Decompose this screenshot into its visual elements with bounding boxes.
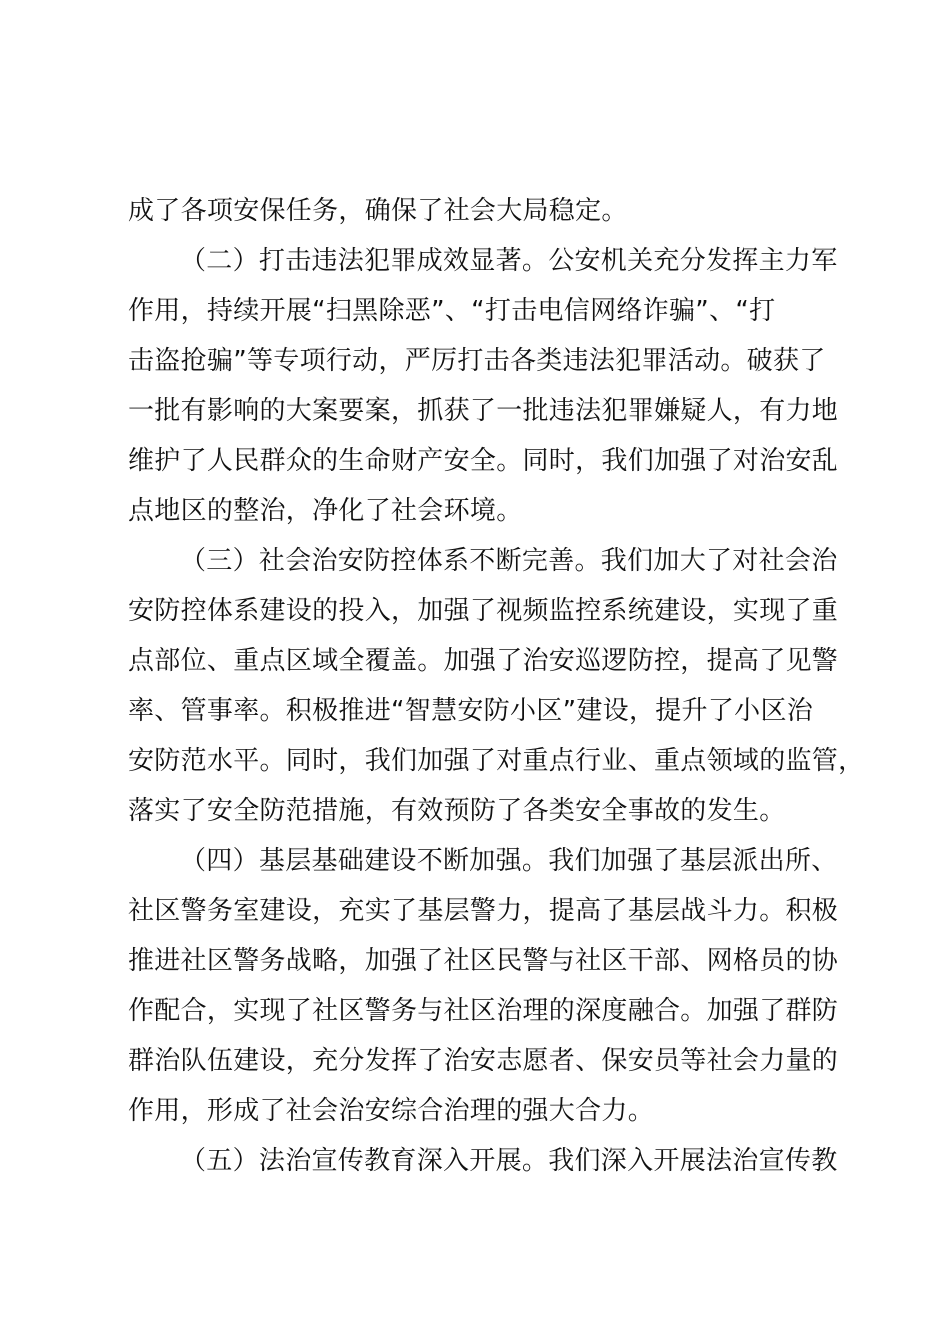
- text-line: 安防范水平。同时，我们加强了对重点行业、重点领域的监管，: [128, 746, 865, 776]
- text-line: 点部位、重点区域全覆盖。加强了治安巡逻防控，提高了见警: [128, 646, 839, 676]
- text-line: 成了各项安保任务，确保了社会大局稳定。: [128, 196, 628, 226]
- text-line: 作配合，实现了社区警务与社区治理的深度融合。加强了群防: [128, 996, 839, 1026]
- paragraph-first-line: （二）打击违法犯罪成效显著。公安机关充分发挥主力军: [180, 246, 838, 276]
- text-line: 落实了安全防范措施，有效预防了各类安全事故的发生。: [128, 796, 786, 826]
- body-text: [128, 186, 865, 1186]
- paragraph-first-line: （四）基层基础建设不断加强。我们加强了基层派出所、: [180, 846, 838, 876]
- paragraph-first-line: （三）社会治安防控体系不断完善。我们加大了对社会治: [180, 546, 838, 576]
- text-line: 安防控体系建设的投入，加强了视频监控系统建设，实现了重: [128, 596, 839, 626]
- text-line: 击盗抢骗”等专项行动，严厉打击各类违法犯罪活动。破获了: [128, 346, 826, 376]
- paragraph-first-line: （五）法治宣传教育深入开展。我们深入开展法治宣传教: [180, 1146, 838, 1176]
- text-line: 维护了人民群众的生命财产安全。同时，我们加强了对治安乱: [128, 446, 839, 476]
- text-line: 一批有影响的大案要案，抓获了一批违法犯罪嫌疑人，有力地: [128, 396, 839, 426]
- text-line: 推进社区警务战略，加强了社区民警与社区干部、网格员的协: [128, 946, 839, 976]
- text-line: 作用，形成了社会治安综合治理的强大合力。: [128, 1096, 655, 1126]
- text-line: 社区警务室建设，充实了基层警力，提高了基层战斗力。积极: [128, 896, 839, 926]
- text-line: 群治队伍建设，充分发挥了治安志愿者、保安员等社会力量的: [128, 1046, 839, 1076]
- text-line: 点地区的整治，净化了社会环境。: [128, 496, 523, 526]
- text-line: 率、管事率。积极推进“智慧安防小区”建设，提升了小区治: [128, 696, 814, 726]
- text-line: 作用，持续开展“扫黑除恶”、“打击电信网络诈骗”、“打: [128, 296, 776, 326]
